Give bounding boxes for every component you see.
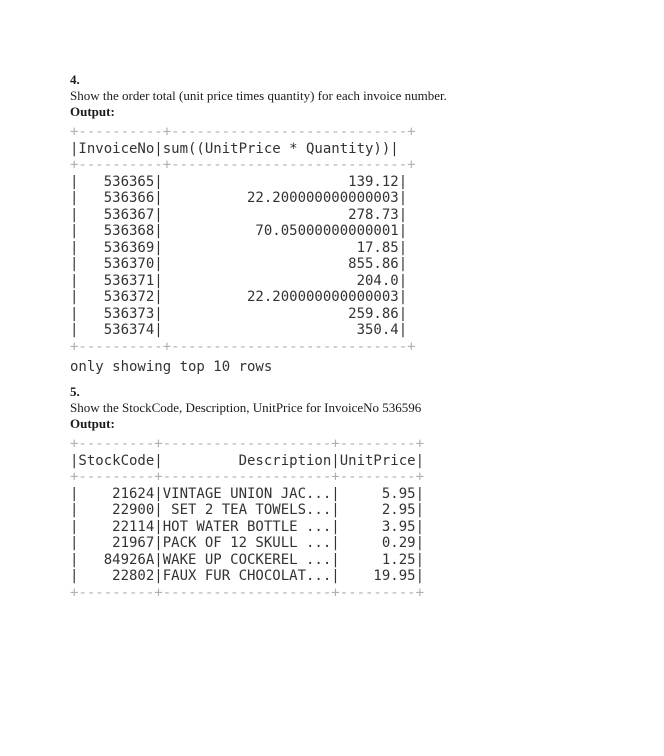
output-label: Output:: [70, 416, 115, 431]
table-row: | 536370| 855.86|: [70, 256, 408, 272]
table-border-bottom: +----------+----------------------------+: [70, 338, 416, 355]
table-row: | 22114|HOT WATER BOTTLE ...| 3.95|: [70, 518, 425, 535]
question-5-section: [70, 384, 424, 601]
table-row: | 22802|FAUX FUR CHOCOLAT...| 19.95|: [70, 568, 425, 584]
question-4-section: [70, 72, 447, 376]
rows-note: only showing top 10 rows: [70, 359, 273, 375]
table-border-header: +---------+--------------------+---------+: [70, 469, 425, 485]
output-table: [70, 124, 447, 355]
table-row: | 84926A|WAKE UP COCKEREL ...| 1.25|: [70, 551, 425, 568]
table-row: | 536366| 22.200000000000003|: [70, 190, 408, 206]
table-row: | 536374| 350.4|: [70, 322, 408, 338]
table-row: | 536367| 278.73|: [70, 206, 408, 223]
table-row: | 22900| SET 2 TEA TOWELS...| 2.95|: [70, 502, 425, 518]
table-header-row: |InvoiceNo|sum((UnitPrice * Quantity))|: [70, 140, 399, 157]
output-label: Output:: [70, 104, 115, 119]
table-row: | 536369| 17.85|: [70, 239, 408, 256]
table-row: | 21624|VINTAGE UNION JAC...| 5.95|: [70, 485, 425, 502]
question-text: Show the order total (unit price times quantity) for each invoice number.: [70, 88, 447, 103]
table-row: | 536372| 22.200000000000003|: [70, 289, 408, 305]
table-border-top: +----------+----------------------------+: [70, 124, 416, 140]
table-row: | 536368| 70.05000000000001|: [70, 223, 408, 239]
table-header-row: |StockCode| Description|UnitPrice|: [70, 452, 425, 469]
table-row: | 536371| 204.0|: [70, 272, 408, 289]
table-border-header: +----------+----------------------------+: [70, 157, 416, 173]
table-row: | 21967|PACK OF 12 SKULL ...| 0.29|: [70, 535, 425, 551]
output-table: [70, 436, 424, 601]
table-border-bottom: +---------+--------------------+---------+: [70, 584, 425, 601]
table-row: | 536365| 139.12|: [70, 173, 408, 190]
question-number: 5.: [70, 384, 80, 399]
table-border-top: +---------+--------------------+---------+: [70, 436, 425, 452]
table-row: | 536373| 259.86|: [70, 305, 408, 322]
question-number: 4.: [70, 72, 80, 87]
question-text: Show the StockCode, Description, UnitPrice for InvoiceNo 536596: [70, 400, 422, 415]
